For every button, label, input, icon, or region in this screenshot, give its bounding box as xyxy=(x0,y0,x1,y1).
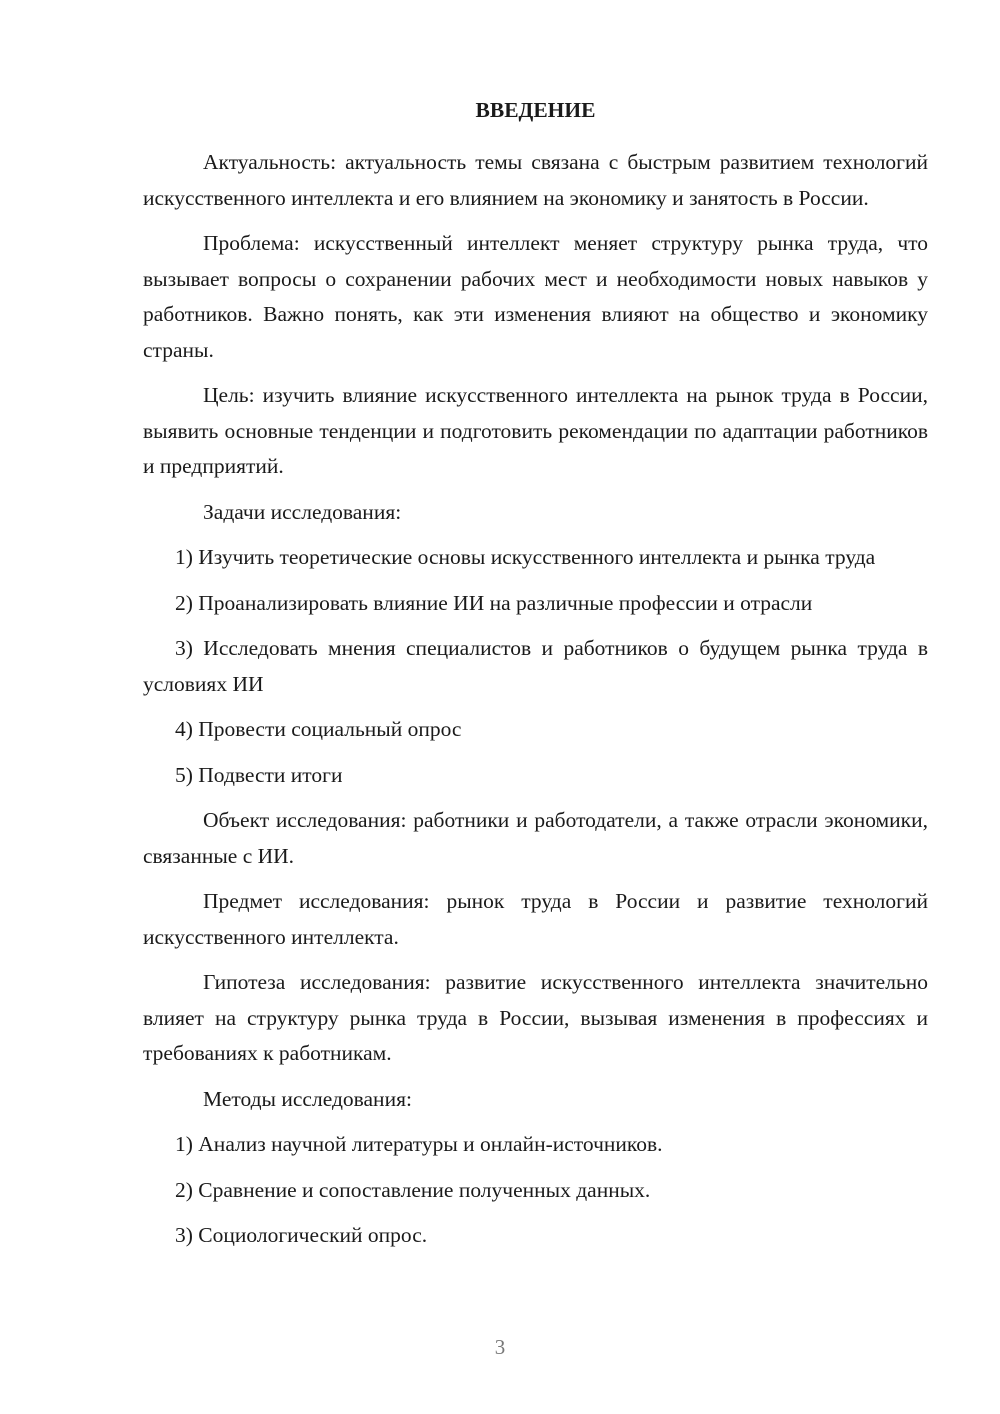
methods-heading: Методы исследования: xyxy=(203,1086,412,1111)
hypothesis-paragraph: Гипотеза исследования: развитие искусственного интеллекта значительно влияет на структуру рынка труда в России, вызывая изменения в профессиях и требованиях к работникам. xyxy=(143,970,928,1065)
section-title: ВВЕДЕНИЕ xyxy=(475,98,596,122)
method-item: 3) Социологический опрос. xyxy=(175,1223,428,1247)
tasks-heading: Задачи исследования: xyxy=(203,499,402,524)
method-item: 2) Сравнение и сопоставление полученных данных. xyxy=(175,1177,651,1202)
document-page xyxy=(143,95,928,1264)
method-item: 1) Анализ научной литературы и онлайн-источников. xyxy=(175,1132,663,1156)
object-paragraph: Объект исследования: работники и работодатели, а также отрасли экономики, связанные с ИИ. xyxy=(143,808,928,868)
page-number: 3 xyxy=(494,1335,506,1359)
subject-paragraph: Предмет исследования: рынок труда в России и развитие технологий искусственного интеллекта. xyxy=(143,889,928,949)
goal-paragraph: Цель: изучить влияние искусственного интеллекта на рынок труда в России, выявить основные тенденции и подготовить рекомендации по адаптации работников и предприятий. xyxy=(143,383,928,478)
problem-paragraph: Проблема: искусственный интеллект меняет структуру рынка труда, что вызывает вопросы о сохранении рабочих мест и необходимости новых навыков у работников. Важно понять, как эти изменения влияют на общество и экономику страны. xyxy=(143,231,928,362)
task-item: 1) Изучить теоретические основы искусственного интеллекта и рынка труда xyxy=(175,545,876,569)
task-item: 2) Проанализировать влияние ИИ на различные профессии и отрасли xyxy=(175,590,813,615)
relevance-paragraph: Актуальность: актуальность темы связана с быстрым развитием технологий искусственного интеллекта и его влиянием на экономику и занятость в России. xyxy=(143,150,928,210)
task-item: 3) Исследовать мнения специалистов и работников о будущем рынка труда в условиях ИИ xyxy=(143,636,928,696)
task-item: 5) Подвести итоги xyxy=(175,762,343,787)
task-item: 4) Провести социальный опрос xyxy=(175,717,462,741)
